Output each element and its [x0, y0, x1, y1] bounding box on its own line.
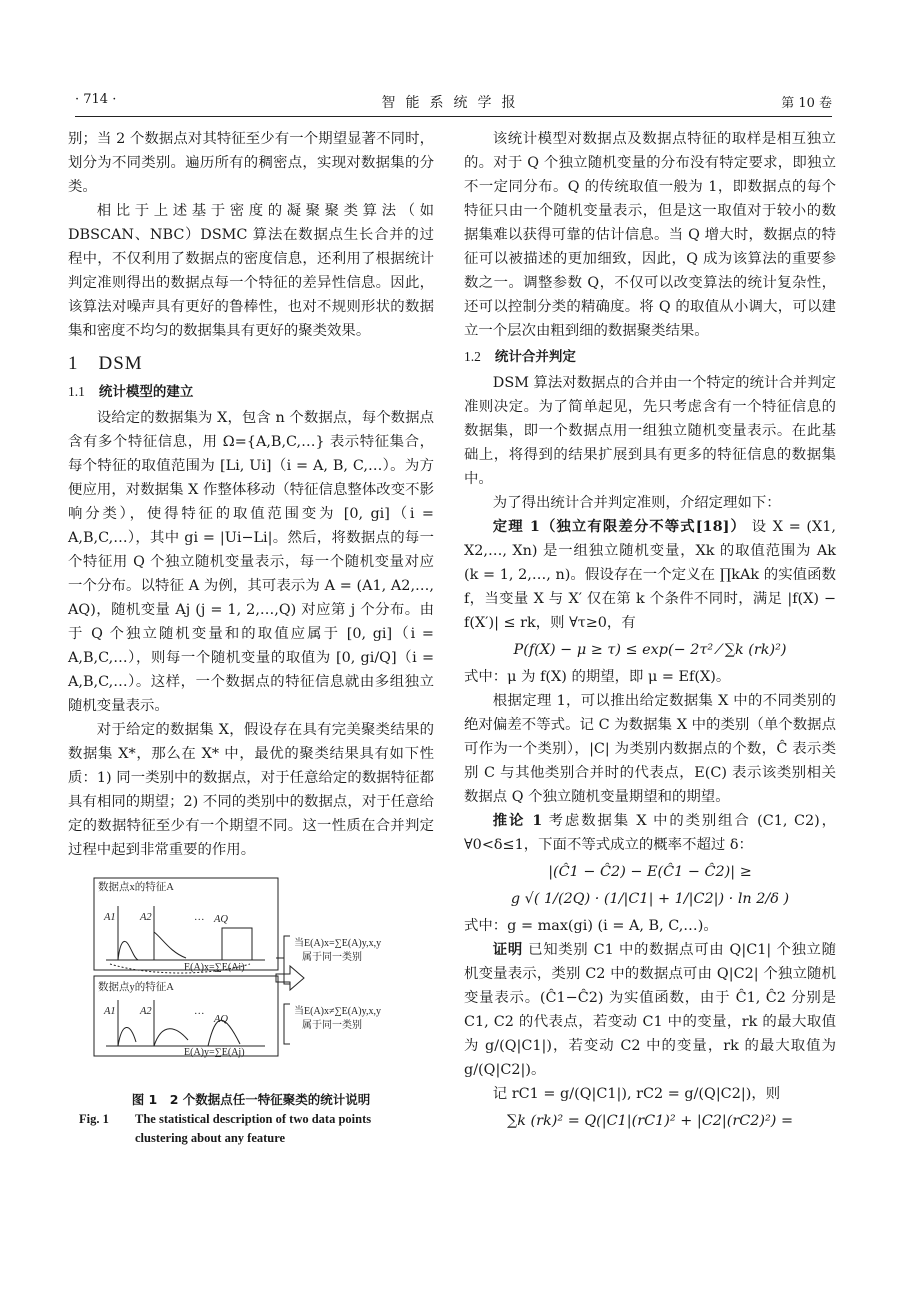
paragraph: 设给定的数据集为 X，包含 n 个数据点，每个数据点含有多个特征信息，用 Ω={A,B,C,…} 表示特征集合，每个特征的取值范围为 [Li, Ui]（i = A, B, C,…）。为方便应用，对数据集 X 作整体移动（特征信息整体改变不影响分类），使得特征的取值范围变为 [0, gi]（i = A,B,C,…），其中 gi = |Ui−Li|。然后，将数据点的每一个特征用 Q 个独立随机变量表示，每一个随机变量对应一个分布。以特征 A 为例，其可表示为 A = (A1, A2,…, AQ)，随机变量 Aj (j = 1, 2,…,Q) 对应第 j 个分布。由于 Q 个独立随机变量和的取值应属于 [0, gi]（i = A,B,C,…），则每一个随机变量的取值为 [0, gi/Q]（i = A,B,C,…）。这样，一个数据点的特征信息就由多组独立随机变量表示。	[68, 410, 434, 714]
page-number: · 714 ·	[75, 92, 117, 107]
equation: ∑k (rk)² = Q(|C1|(rC1)² + |C2|(rC2)²) =	[506, 1113, 794, 1129]
subsection-heading	[464, 345, 836, 369]
proof-body: 已知类别 C1 中的数据点可由 Q|C1| 个独立随机变量表示，类别 C2 中的数据点可由 Q|C2| 个独立随机变量表示。(Ĉ1−Ĉ2) 为实值函数，由于 Ĉ1, Ĉ2 分别是 C1, C2 的代表点，若变动 C1 中的变量，rk 的最大取值为 g/(Q|C1|)，若变动 C2 中的变量，rk 的最大取值为 g/(Q|C2|)。	[464, 942, 836, 1078]
figure-label: 属于同一类别	[302, 1020, 362, 1031]
proof	[464, 938, 836, 1082]
paragraph: 别；当 2 个数据点对其特征至少有一个期望显著不同时，划分为不同类别。遍历所有的稠密点，实现对数据集的分类。	[68, 131, 434, 195]
caption-label: Fig. 1	[79, 1112, 109, 1126]
figure-label: A1	[104, 912, 116, 923]
caption-text: The statistical description of two data points	[135, 1112, 372, 1126]
figure-1	[90, 872, 430, 1060]
header-rule	[75, 116, 832, 117]
figure-label: 当E(A)x≠∑E(A)y,x,y	[294, 1006, 381, 1017]
caption-text: clustering about any feature	[135, 1131, 286, 1145]
paragraph: 记 rC1 = g/(Q|C1|), rC2 = g/(Q|C2|)，则	[492, 1086, 781, 1102]
corollary-body: 考虑数据集 X 中的类别组合 (C1, C2)，∀0<δ≤1，下面不等式成立的概率不超过 δ：	[464, 813, 836, 853]
subsection-title: 统计模型的建立	[98, 384, 194, 400]
figure-label: A1	[104, 1006, 116, 1017]
left-column	[68, 127, 434, 1148]
subsection-number: 1.1	[68, 384, 85, 399]
paragraph: 对于给定的数据集 X，假设存在具有完美聚类结果的数据集 X*，那么在 X* 中，最优的聚类结果具有如下性质：1) 同一类别中的数据点，对于任意给定的数据特征都具有相同的期望；2) 不同的类别中的数据点，对于任意给定的数据特征至少有一个期望不同。这一性质在合并判定过程中起到非常重要的作用。	[68, 722, 434, 858]
figure-label: …	[194, 1006, 205, 1017]
journal-title: 智能系统学报	[381, 95, 526, 111]
figure-label: …	[194, 912, 205, 923]
paragraph: 为了得出统计合并判定准则，介绍定理如下：	[492, 495, 781, 511]
subsection-number: 1.2	[464, 349, 481, 364]
figure-label: E(A)x=∑E(Ai)	[184, 962, 245, 973]
figure-label: 当E(A)x=∑E(A)y,x,y	[294, 938, 382, 949]
paragraph: 相比于上述基于密度的凝聚聚类算法（如 DBSCAN、NBC）DSMC 算法在数据点生长合并的过程中，不仅利用了数据点的密度信息，还利用了根据统计判定准则得出的数据点每一个特征的差异性信息。因此，该算法对噪声具有更好的鲁棒性，也对不规则形状的数据集和密度不均匀的数据集具有更好的聚类效果。	[68, 203, 434, 339]
figure-caption-en	[79, 1110, 434, 1148]
proof-label: 证明	[492, 941, 523, 958]
equation: P(f(X) − μ ≥ τ) ≤ exp(− 2τ² ⁄ ∑k (rk)²)	[513, 642, 787, 658]
figure-label: 属于同一类别	[302, 952, 362, 963]
paragraph: 式中：g = max(gi) (i = A, B, C,…)。	[464, 918, 718, 934]
theorem-body: 设 X = (X1, X2,…, Xn) 是一组独立随机变量，Xk 的取值范围为 Ak (k = 1, 2,…, n)。假设存在一个定义在 ∏kAk 的实值函数 f，当变量 X 与 X′ 仅在第 k 个条件不同时，满足 |f(X) − f(X′)| ≤ rk，则 ∀τ≥0，有	[464, 519, 837, 631]
figure-label: 数据点y的特征A	[98, 982, 174, 993]
figure-label: AQ	[214, 914, 228, 925]
paragraph: 该统计模型对数据点及数据点特征的取样是相互独立的。对于 Q 个独立随机变量的分布没有特定要求，即独立不一定同分布。Q 的传统取值一般为 1，即数据点的每个特征只由一个随机变量表示，但是这一取值对于较小的数据集难以获得可靠的估计信息。当 Q 增大时，数据点的特征可以被描述的更加细致，因此，Q 成为该算法的重要参数之一。调整参数 Q，不仅可以改变算法的统计复杂性，还可以控制分类的精确度。将 Q 的取值从小调大，可以建立一个层次由粗到细的数据聚类结果。	[464, 131, 836, 339]
figure-caption: 图 1 2 个数据点任一特征聚类的统计说明	[131, 1092, 371, 1107]
subsection-title: 统计合并判定	[494, 349, 576, 365]
corollary-label: 推论 1	[492, 812, 543, 829]
figure-label: A2	[140, 912, 152, 923]
figure-label: A2	[140, 1006, 152, 1017]
right-column	[464, 127, 836, 1136]
figure-label: E(A)y=∑E(Aj)	[184, 1047, 245, 1058]
theorem-label: 定理 1（独立有限差分不等式[18]）	[492, 518, 746, 535]
equation: |(Ĉ1 − Ĉ2) − E(Ĉ1 − Ĉ2)| ≥	[548, 864, 752, 880]
running-header	[75, 92, 832, 114]
paragraph: 根据定理 1，可以推出给定数据集 X 中的不同类别的绝对偏差不等式。记 C 为数据集 X 中的类别（单个数据点可作为一个类别），|C| 为类别内数据点的个数，Ĉ 表示类别 C 与其他类别合并时的代表点，E(C) 表示该类别相关数据点 Q 个独立随机变量期望和的期望。	[464, 693, 836, 805]
subsection-heading	[68, 380, 434, 404]
figure-label: 数据点x的特征A	[98, 882, 174, 893]
corollary	[464, 809, 836, 857]
section-heading: 1 DSM	[68, 353, 143, 374]
paragraph: DSM 算法对数据点的合并由一个特定的统计合并判定准则决定。为了简单起见，先只考虑含有一个特征信息的数据集，即一个数据点用一组独立随机变量表示。在此基础上，将得到的结果扩展到具有更多的特征信息的数据集中。	[464, 375, 836, 487]
theorem	[464, 515, 836, 635]
figure-diagram	[90, 872, 430, 1060]
paragraph: 式中：μ 为 f(X) 的期望，即 μ = Ef(X)。	[464, 669, 731, 685]
figure-label: AQ	[214, 1014, 228, 1025]
equation: g √( 1/(2Q) · (1/|C1| + 1/|C2|) · ln 2/δ )	[510, 891, 790, 907]
volume-label: 第 10 卷	[781, 96, 832, 111]
